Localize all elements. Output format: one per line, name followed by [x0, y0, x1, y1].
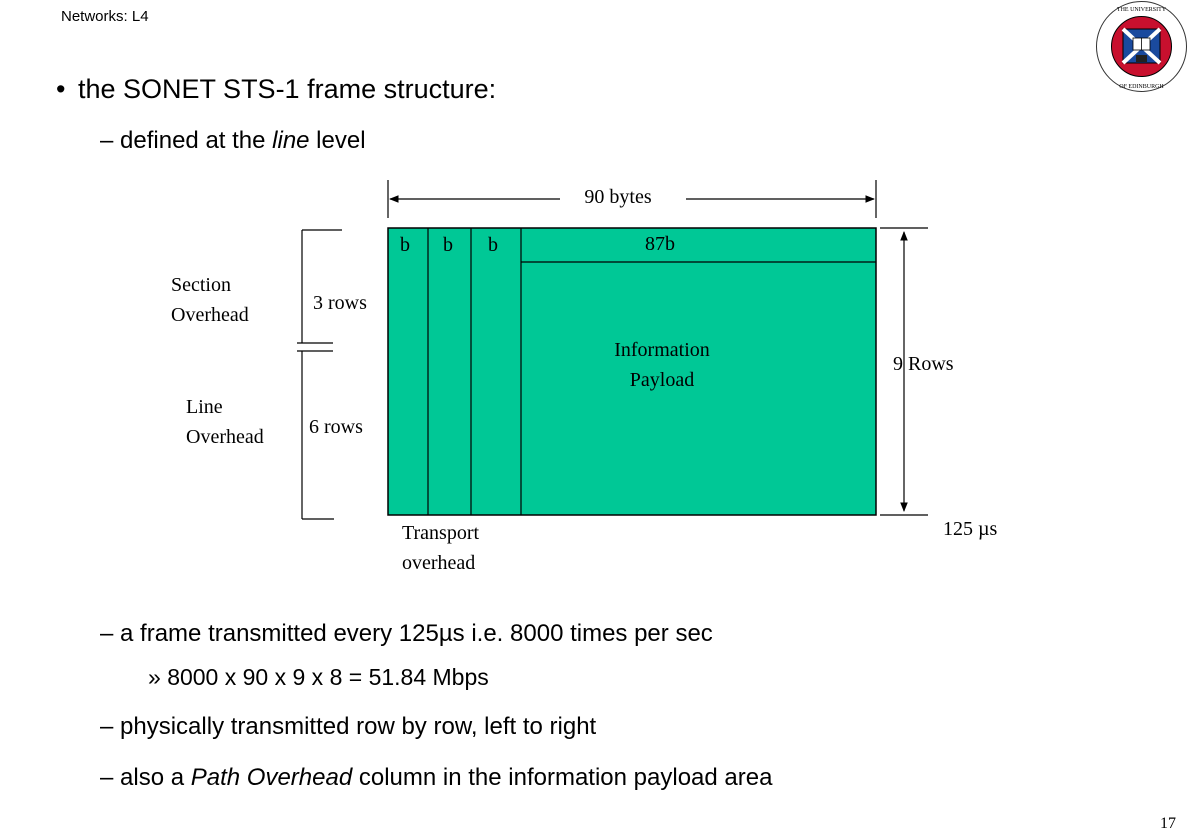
section-rows-label: 3 rows — [313, 292, 367, 314]
column-label-b1: b — [400, 234, 410, 256]
line-rows-label: 6 rows — [309, 416, 363, 438]
section-overhead-line2: Overhead — [171, 304, 249, 326]
title-bullet: • — [56, 74, 66, 104]
column-label-b3: b — [488, 234, 498, 256]
sub2-text: a frame transmitted every 125µs i.e. 8000 times per sec — [120, 620, 713, 647]
column-label-b2: b — [443, 234, 453, 256]
time-label-unit: s — [989, 518, 998, 540]
header-label: Networks: L4 — [61, 8, 149, 25]
payload-label-line1: Information — [614, 339, 710, 361]
rows-label: 9 Rows — [893, 353, 954, 375]
sub4-text-before: also a — [120, 764, 191, 791]
section-overhead-line1: Section — [171, 274, 231, 296]
dash-marker: – — [100, 713, 114, 740]
line-overhead-line2: Overhead — [186, 426, 264, 448]
dash-marker: – — [100, 127, 114, 154]
payload-column-label: 87b — [645, 233, 675, 255]
width-label: 90 bytes — [584, 186, 652, 208]
dash-marker: – — [100, 620, 114, 647]
slide-title: the SONET STS-1 frame structure: — [78, 74, 497, 104]
sub4-italic: Path Overhead — [190, 764, 353, 791]
time-label-number: 125 — [943, 518, 973, 540]
sub1-text-before: defined at the — [120, 127, 273, 154]
line-overhead-line1: Line — [186, 396, 223, 418]
sub1-italic: line — [272, 127, 310, 154]
page-number: 17 — [1160, 815, 1176, 832]
transport-overhead-line2: overhead — [402, 552, 476, 574]
transport-overhead-line1: Transport — [402, 522, 480, 544]
sub4-text-after: column in the information payload area — [352, 764, 773, 791]
sub3-text: physically transmitted row by row, left to right — [120, 713, 597, 740]
subsub-marker: » — [148, 664, 161, 690]
sub1-text-after: level — [309, 127, 366, 154]
time-label-mu: µ — [978, 518, 990, 540]
svg-text:THE UNIVERSITY: THE UNIVERSITY — [1116, 7, 1167, 13]
subsub-text: 8000 x 90 x 9 x 8 = 51.84 Mbps — [167, 664, 489, 690]
dash-marker: – — [100, 764, 114, 791]
svg-text:OF EDINBURGH: OF EDINBURGH — [1119, 84, 1164, 90]
payload-label-line2: Payload — [629, 369, 695, 391]
time-label — [943, 518, 997, 541]
